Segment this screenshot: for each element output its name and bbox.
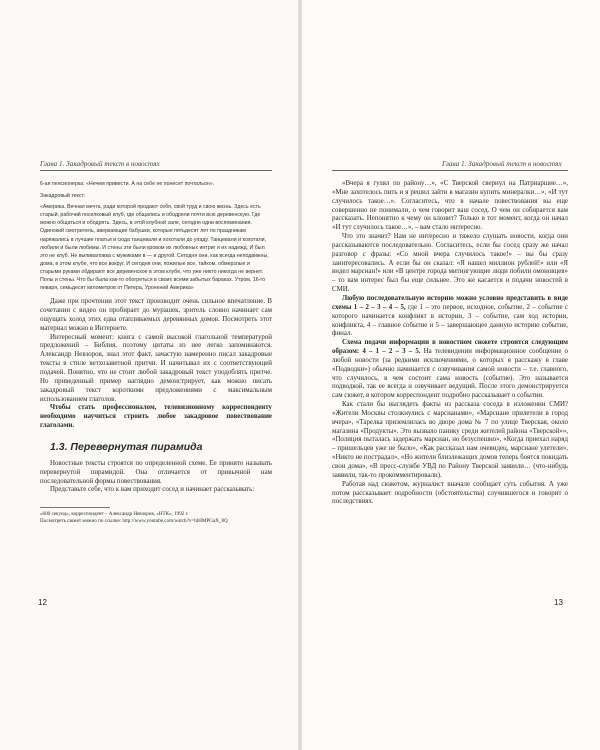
footnote: «600 секунд», корреспондент – Александр Невзоров, «НТК», 1992 г.	[40, 511, 189, 518]
right-column	[332, 180, 568, 507]
right-page	[302, 0, 600, 750]
scheme-text: где 1 – это первое, исходное, событие, 2 – событие с которого начинается конфликт в истории, 3 – событие, сам ход истории, конфликта, 4 – главное событие и 5 – завершающее данную историю событие, финал.	[332, 303, 568, 338]
scheme-paragraph	[332, 295, 568, 339]
running-head-right: Глава 1. Закадровый текст в новостях	[442, 160, 562, 168]
footnote-rule	[40, 507, 110, 508]
left-column	[40, 180, 272, 525]
paragraph: Даже при прочтении этот текст производит очень сильное впечатление. В сочетании с видео он пробирает до мурашек, зритель словно начинает сам ощущать холод этих едва отапливаемых деревянных домов. Посмотреть этот материал можно в Интернете.	[40, 298, 272, 332]
paragraph: «Вчера я гулял по району…», «С Тверской свернул на Патриаршие…», «Мне захотелось пить и я решил зайти в магазин купить минералки…», «И тут случилось такое…». Согласитесь, что в начале повествования вы еще совершенно не понимали, о чем говорит ваш сосед. О чем он собирается вам рассказать. Непонятно к чему он клонит? Только в тот момент, когда он начал «И тут случилось такое…», – вам стало интересно.	[332, 180, 568, 232]
footnote: Посмотреть сюжет можно по ссылке: http://www.youtube.com/watch?v=hb8MPGaX_8Q	[40, 518, 228, 525]
transcript-lead: 6-ая пенсионерка: «Нечем привести. А на себе не понесет почтальон».	[40, 181, 215, 187]
news-scheme-paragraph	[332, 339, 568, 401]
paragraph: Работая над сюжетом, журналист вначале сообщает суть события. А уже потом рассказывает подробности (обстоятельства) случившегося и говорит о последствиях.	[332, 480, 568, 506]
transcript-label: Закадровый текст:	[40, 193, 86, 200]
news-scheme-text: На телевидении информационное сообщение о любой новости (за редкими исключениями, о которых я расскажу в главе «Подводки») обычно начинается с озвучивания самой новости – т.е. главного, что случилось, в чем состоит сама новость (событие). Это называется подводкой, так ее всегда и озвучивает ведущий. После этого демонстрируется сам сюжет, в котором корреспондент подробно рассказывает о событии.	[332, 348, 568, 400]
bold-paragraph: Чтобы стать профессионалом, телевизионному корреспонденту необходимо научиться строить любое закадровое повествование глаголами.	[40, 404, 272, 430]
paragraph: Новостные тексты строятся по определенной схеме. Ее принято называть перевернутой пирамидой. Она отличается от привычной нам последовательной формы повествования.	[40, 459, 272, 485]
page-number-right: 13	[554, 598, 563, 607]
transcript-body: «Америка. Вечная мечта, ради которой продают себя, свой труд и свою жизнь. Здесь есть старый, рабочий поселковый клуб, где общались и ободряли почти всю деревенскую. Где можно общаться и ободрять. Здесь, в этой клубной зале, сегодня одни воспоминания. Одинокий смотритель, аверкающие бабушки, которые пятьдесят лет по праздникам наряжались в лучшие платья и сюда танцевали и хохотали до упаду. Танцевали и хохотали, любили и были любимы. И стены эти были кровом их любовных интриг и их надежд. И был это не клуб. Не выпиваловка с мужиками в — и другой. Сегодня они, как всегда неподвижны, дома, в этом клубе, что все вокруг. И сегодня они, пожилые все, тайком, обмерзлые и старыми руками обдирают все деревенское в этом клубе, что уже никто никогда не вернет. Полы и стены. Что бы была как-то обогреться в своих всеми забытых бараках. Утром, 16-го января, семьдесят километров от Питера, Уроненей Америка»	[40, 204, 269, 292]
header-rule-right	[332, 170, 568, 171]
news-scheme-lead: Схема подачи информации в новостном сюжете строится следующим образом: 4 – 1 – 2 – 3 – 5.	[332, 339, 568, 356]
page-number-left: 12	[38, 598, 47, 607]
header-rule-left	[40, 170, 272, 171]
paragraph: Представьте себе, что к вам приходит сосед и начинает рассказывать:	[50, 486, 255, 494]
paragraph: Что это значит? Нам не интересно и тяжело слушать новости, когда они рассказываются последовательно. Согласитесь, если бы сосед сразу же начал разговор с фразы: «Со мной вчера случилось такое!» – вы бы сразу заинтересовались. А если бы он сказал: «Я нашел миллион рублей!» или «Я видел марсиан!» или «В центре города митингующие люди побили омоновцев» – то вам интерес был бы еще сильнее. Это же касается и подачи новостей в СМИ.	[332, 233, 568, 294]
left-page	[0, 0, 298, 750]
paragraph: Интересный момент: книга с самой высокой глагольной температурой предложений – Библия, поэтому цитаты из нее легко запоминаются. Александр Невзоров, знал этот факт, зачастую намеренно писал закадровые тексты в стиле ветхозаветной притчи. И начитывал их с соответствующей подачей. Понятно, что не стоит любой закадровый текст уподоблять притче. Но приведенный пример наглядно демонстрирует, как можно писать закадровый текст короткими предложениями с максимальным использованием глаголов.	[40, 333, 272, 403]
paragraph: Как стали бы выглядеть факты из рассказа соседа в изложении СМИ? «Жители Москвы столкнулись с марсианами», «Марсиане прилетели в город вчера», «Тарелка приземлилась во дворе дома № 7 по улице Тверская, около магазина «Продукты». Это вызвало панику среди жителей района «Тверской»», «Полиция пыталась задержать марсиан, но безуспешно», «Когда приехал наряд – пришельцев уже не было», «Как рассказал нам очевидец, марсиане улетели», «Никто не пострадал», «Но жители близлежащих домов теперь боятся покидать свои дома», «В пресс-службе УВД по Району Тверской заявили… (что-нибудь заявили, так-то прокомментировали).	[332, 401, 568, 479]
transcript-excerpt	[40, 180, 272, 292]
scheme-lead: Любую последовательную историю можно условно представить в виде схемы 1 – 2 – 3 – 4 – 5,	[332, 294, 568, 311]
running-head-left: Глава 1. Закадровый текст в новостях	[40, 160, 160, 168]
section-heading: 1.3. Перевернутая пирамида	[50, 440, 203, 453]
